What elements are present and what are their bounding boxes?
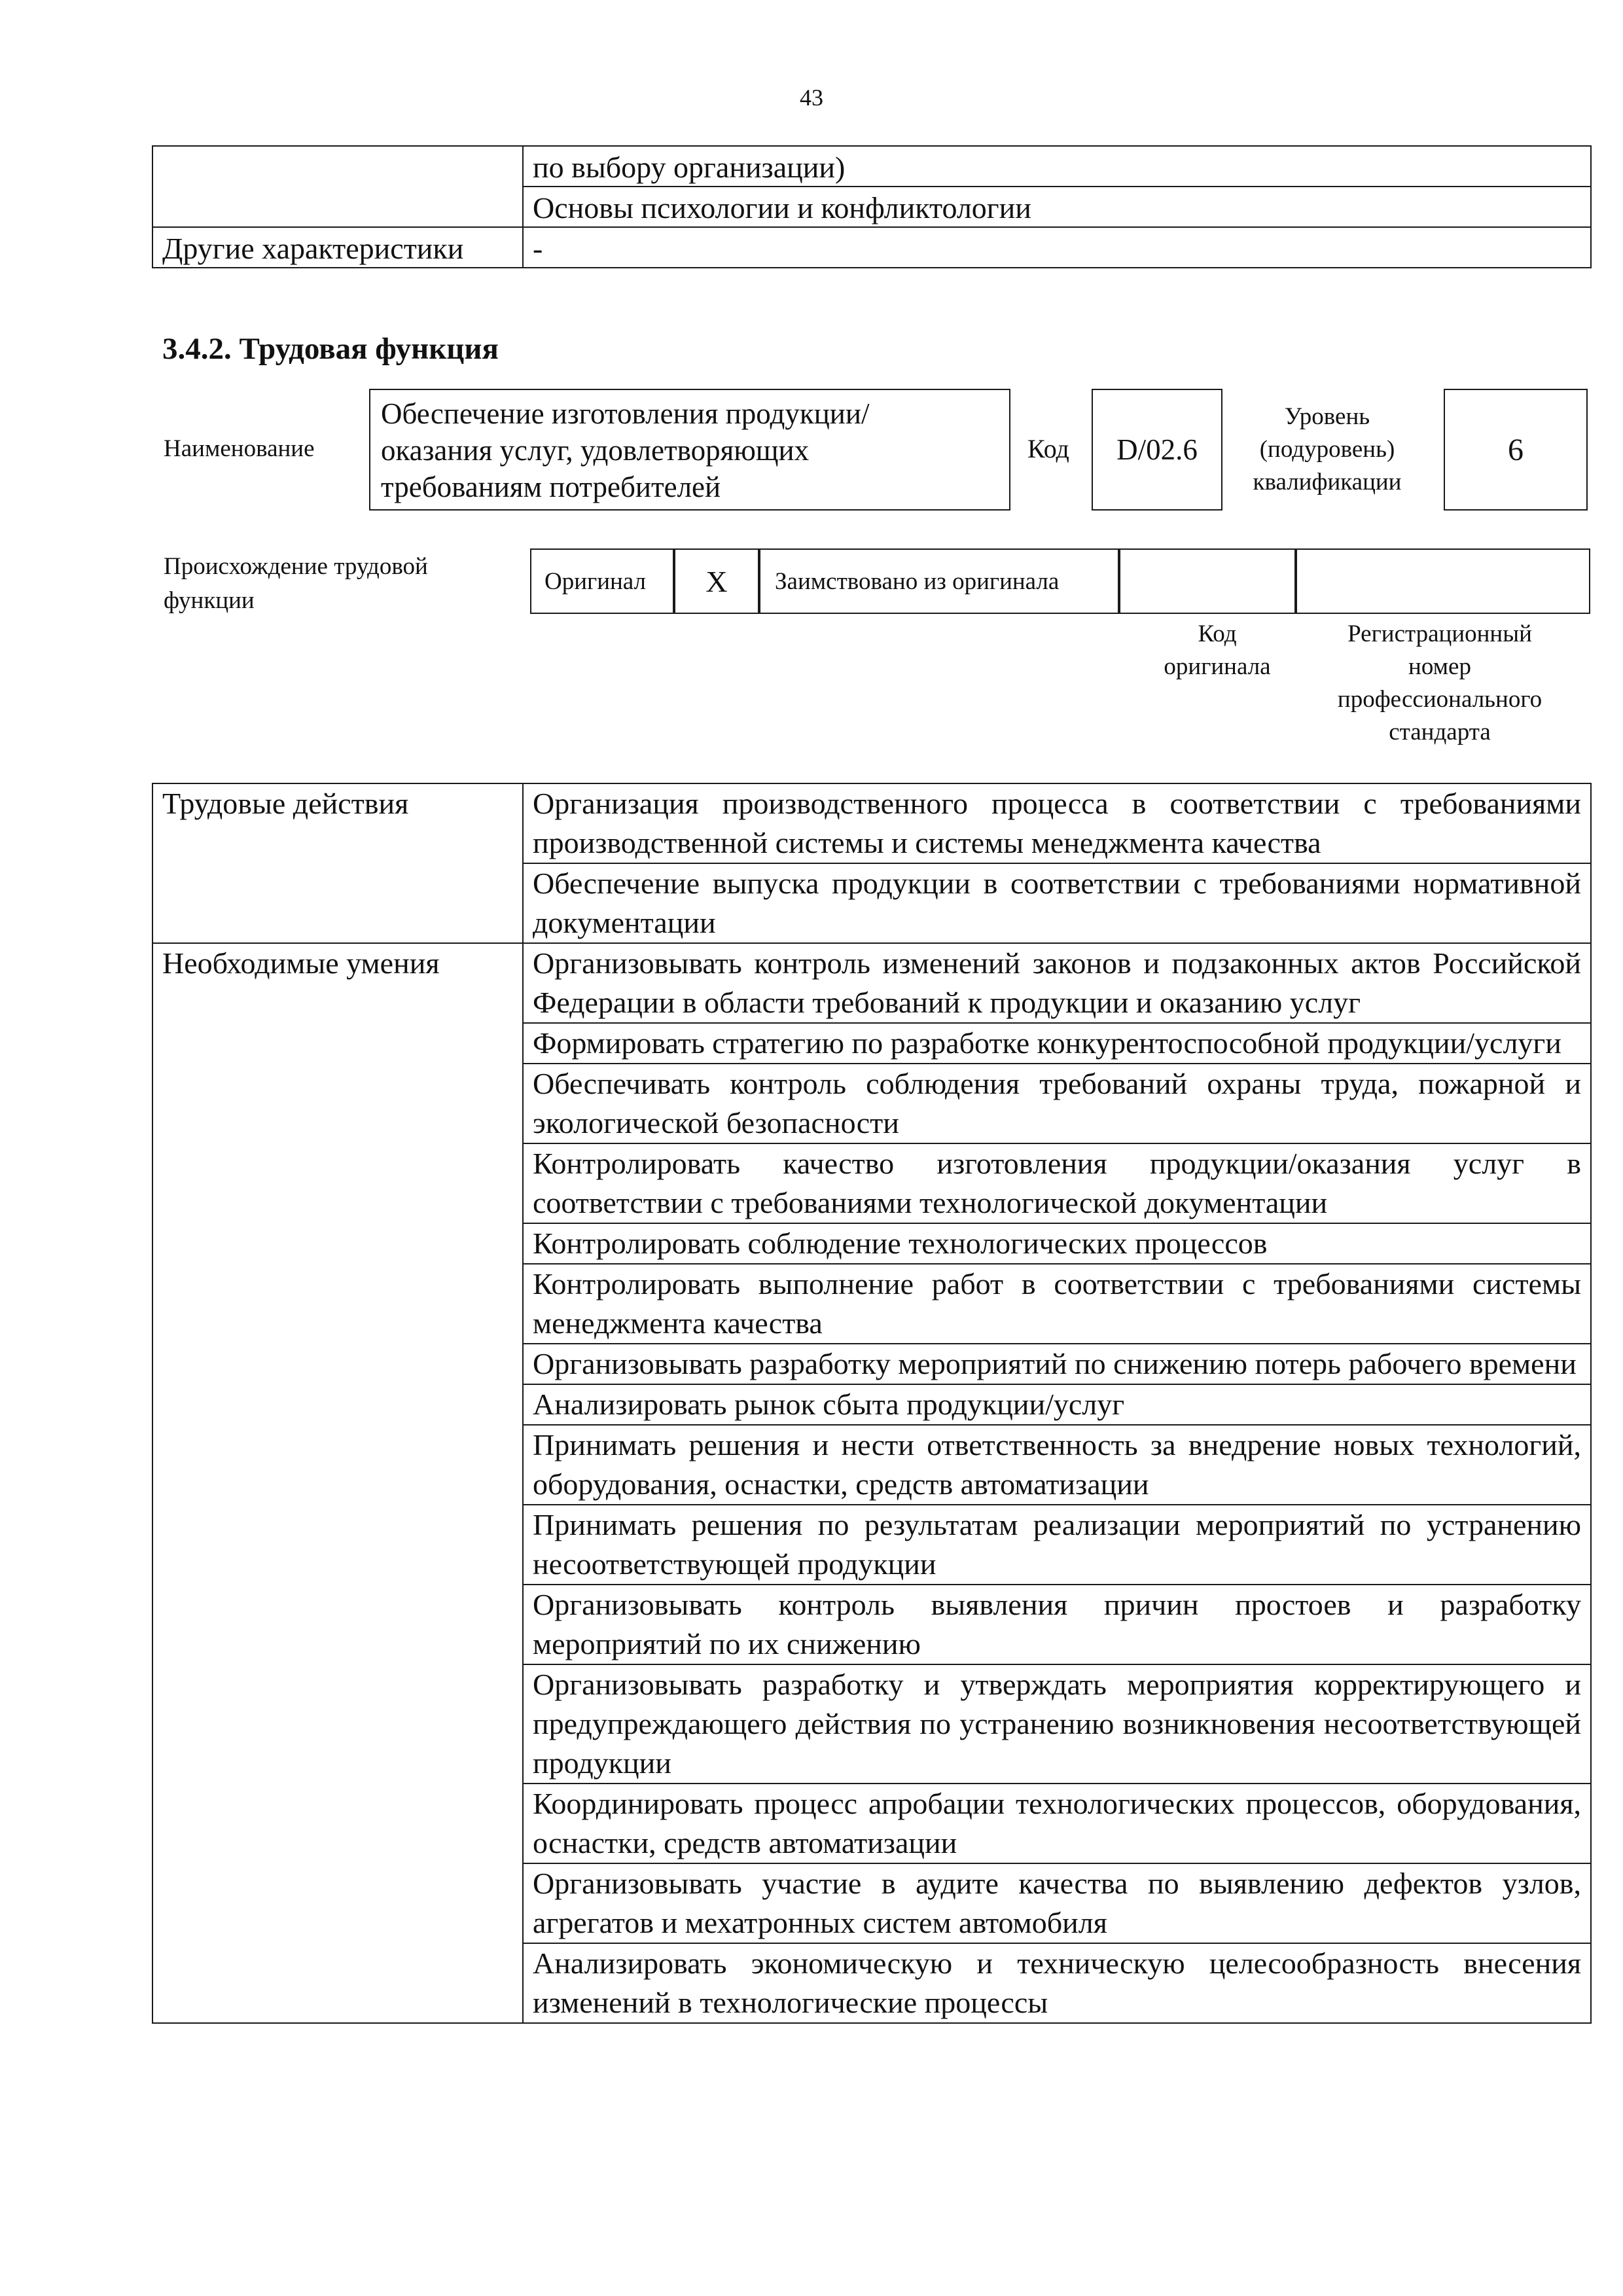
table-cell-label: Необходимые умения xyxy=(152,943,523,2023)
table-row xyxy=(152,943,1591,1023)
table-cell-label: Другие характеристики xyxy=(152,227,523,268)
table-cell-value: Контролировать качество изготовления продукции/оказания услуг в соответствии с требованиями технологической документации xyxy=(523,1143,1591,1223)
level-label-line: Уровень xyxy=(1284,403,1370,430)
code-original-cell xyxy=(1119,548,1296,614)
reg-number-line: Регистрационный xyxy=(1347,620,1532,647)
origin-label-line: Происхождение трудовой xyxy=(164,553,428,580)
section-title: 3.4.2. Трудовая функция xyxy=(162,332,499,366)
origin-label-line: функции xyxy=(164,587,255,614)
table-cell-value: Контролировать выполнение работ в соответствии с требованиями системы менеджмента качества xyxy=(523,1264,1591,1344)
borrowed-label: Заимствовано из оригинала xyxy=(759,548,1119,614)
reg-number-line: профессионального xyxy=(1337,686,1543,713)
other-characteristics-table xyxy=(152,145,1592,268)
table-cell-value: Анализировать рынок сбыта продукции/услуг xyxy=(523,1384,1591,1425)
table-cell-value: Анализировать экономическую и техническую целесообразность внесения изменений в технологические процессы xyxy=(523,1943,1591,2023)
table-cell-value: Организовывать контроль изменений законов и подзаконных актов Российской Федерации в области требований к продукции и оказанию услуг xyxy=(523,943,1591,1023)
table-row xyxy=(152,146,1591,187)
level-label-line: (подуровень) xyxy=(1259,436,1395,463)
level-label-line: квалификации xyxy=(1253,469,1402,495)
qualification-level: 6 xyxy=(1444,389,1588,511)
reg-number-label xyxy=(1296,618,1584,749)
reg-number-cell xyxy=(1296,548,1590,614)
labor-function-table xyxy=(152,783,1592,2024)
table-cell-label: Трудовые действия xyxy=(152,783,523,943)
table-cell-value: Организовывать участие в аудите качества по выявлению дефектов узлов, агрегатов и мехатронных систем автомобиля xyxy=(523,1863,1591,1943)
table-cell-value: по выбору организации) xyxy=(523,146,1591,187)
code-label: Код xyxy=(1027,434,1069,463)
reg-number-line: стандарта xyxy=(1389,719,1491,745)
table-cell-value: Организовывать контроль выявления причин простоев и разработку мероприятий по их снижению xyxy=(523,1585,1591,1664)
table-cell-value: Координировать процесс апробации технологических процессов, оборудования, оснастки, средств автоматизации xyxy=(523,1784,1591,1863)
table-row xyxy=(152,783,1591,863)
table-cell-value: - xyxy=(523,227,1591,268)
table-cell-label xyxy=(152,146,523,227)
name-label: Наименование xyxy=(164,435,315,462)
table-cell-value: Принимать решения по результатам реализации мероприятий по устранению несоответствующей продукции xyxy=(523,1505,1591,1585)
table-cell-value: Основы психологии и конфликтологии xyxy=(523,187,1591,227)
function-code: D/02.6 xyxy=(1092,389,1222,511)
code-original-line: оригинала xyxy=(1164,653,1271,680)
table-cell-value: Организовывать разработку мероприятий по снижению потерь рабочего времени xyxy=(523,1344,1591,1384)
function-name-box xyxy=(369,389,1010,511)
level-label xyxy=(1229,401,1425,499)
table-cell-value: Принимать решения и нести ответственность за внедрение новых технологий, оборудования, оснастки, средств автоматизации xyxy=(523,1425,1591,1505)
table-cell-value: Контролировать соблюдение технологических процессов xyxy=(523,1223,1591,1264)
function-name-line: оказания услуг, удовлетворяющих xyxy=(381,434,810,467)
table-row xyxy=(152,227,1591,268)
function-name-line: Обеспечение изготовления продукции/ xyxy=(381,397,870,430)
code-original-line: Код xyxy=(1198,620,1237,647)
reg-number-line: номер xyxy=(1408,653,1471,680)
code-original-label xyxy=(1119,618,1315,683)
function-name-line: требованиям потребителей xyxy=(381,471,721,503)
origin-row xyxy=(530,548,1590,614)
table-cell-value: Организация производственного процесса в соответствии с требованиями производственной системы и системы менеджмента качества xyxy=(523,783,1591,863)
origin-label xyxy=(164,550,428,618)
original-label: Оригинал xyxy=(530,548,674,614)
original-mark: X xyxy=(674,548,759,614)
table-cell-value: Обеспечивать контроль соблюдения требований охраны труда, пожарной и экологической безопасности xyxy=(523,1064,1591,1143)
table-cell-value: Формировать стратегию по разработке конкурентоспособной продукции/услуги xyxy=(523,1023,1591,1064)
table-cell-value: Обеспечение выпуска продукции в соответствии с требованиями нормативной документации xyxy=(523,863,1591,943)
page-number: 43 xyxy=(800,84,823,111)
table-cell-value: Организовывать разработку и утверждать мероприятия корректирующего и предупреждающего действия по устранению возникновения несоответствующей продукции xyxy=(523,1664,1591,1784)
